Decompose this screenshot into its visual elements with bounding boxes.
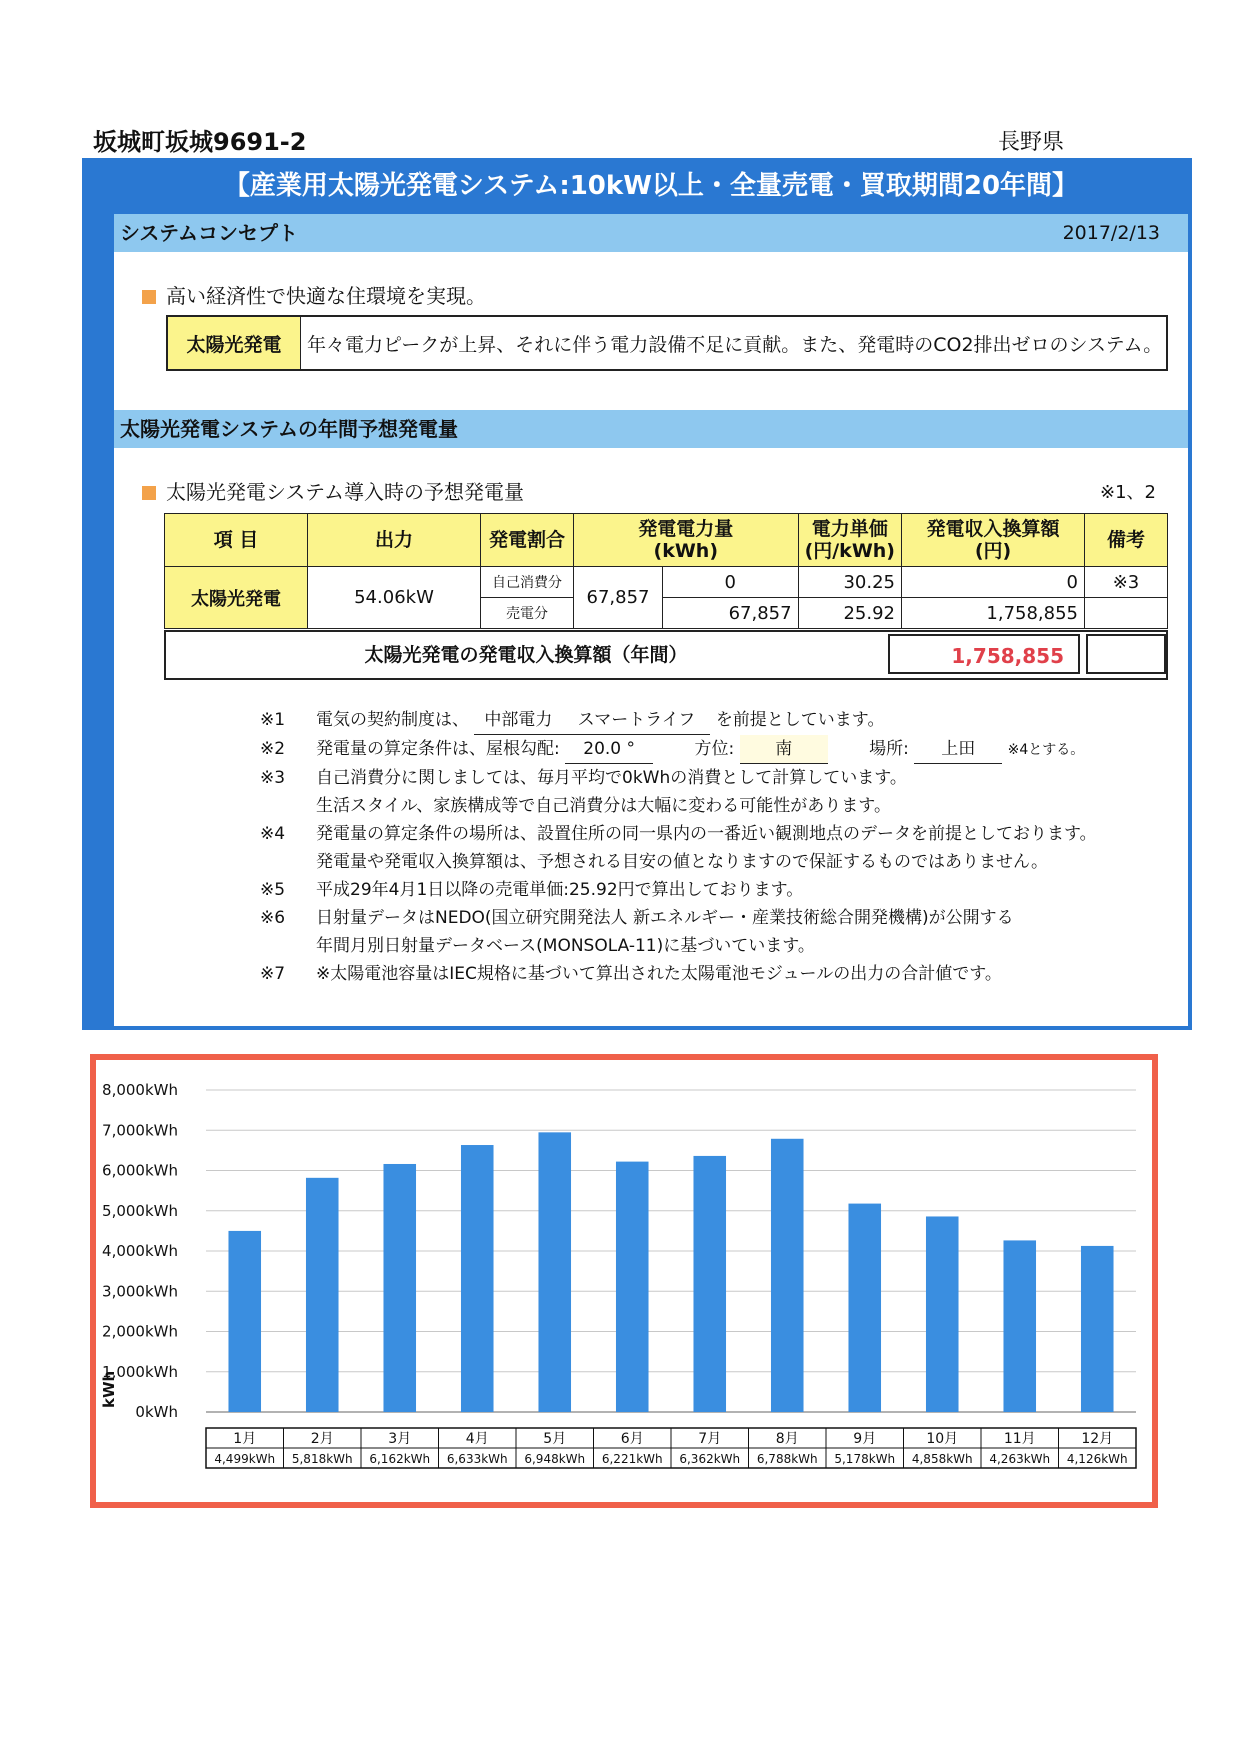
- y-tick-label: 6,000kWh: [102, 1161, 178, 1180]
- report-banner: 【産業用太陽光発電システム:10kW以上・全量売電・買取期間20年間】: [114, 158, 1188, 214]
- y-tick-label: 2,000kWh: [102, 1322, 178, 1341]
- note-plan: スマートライフ: [562, 706, 710, 735]
- x-tick-label: 8月: [775, 1431, 799, 1447]
- x-tick-label: 1月: [233, 1431, 257, 1447]
- data-label: 4,858kWh: [911, 1452, 973, 1466]
- y-tick-label: 0kWh: [135, 1403, 178, 1421]
- section-annual: [114, 410, 1188, 448]
- bar-10: [926, 1216, 959, 1412]
- address: 坂城町坂城9691-2: [93, 128, 307, 156]
- prefecture: 長野県: [998, 130, 1065, 155]
- total-income-label: 太陽光発電の発電収入換算額（年間）: [364, 644, 688, 666]
- data-label: 6,948kWh: [524, 1452, 586, 1466]
- data-label: 6,162kWh: [369, 1452, 431, 1466]
- annual-bullet-text: 太陽光発電システム導入時の予想発電量: [166, 480, 524, 504]
- data-label: 6,362kWh: [679, 1452, 741, 1466]
- bar-7: [693, 1156, 726, 1412]
- header-kwh: 発電電力量 (kWh): [574, 514, 799, 567]
- y-tick-label: 4,000kWh: [102, 1242, 178, 1260]
- total-income-box: [164, 630, 1168, 680]
- x-tick-label: 5月: [543, 1431, 567, 1447]
- concept-bullet: [142, 280, 486, 309]
- note-5: ※5 平成29年4月1日以降の売電単価:25.92円で算出しております。: [260, 880, 804, 900]
- total-kwh: 67,857: [574, 567, 663, 629]
- self-price: 30.25: [798, 567, 901, 598]
- bar-6: [616, 1162, 649, 1412]
- report-body: [114, 158, 1188, 1026]
- y-axis-label: kWh: [100, 1370, 118, 1408]
- data-label: 4,499kWh: [214, 1452, 276, 1466]
- y-tick-label: 5,000kWh: [102, 1201, 178, 1220]
- sell-remark: [1085, 598, 1168, 629]
- header-item: 項 目: [165, 514, 308, 567]
- header-ratio: 発電割合: [481, 514, 574, 567]
- y-tick-label: 7,000kWh: [102, 1121, 178, 1140]
- sell-income: 1,758,855: [902, 598, 1085, 629]
- note-2: ※2 発電量の算定条件は、屋根勾配: 20.0 ° 方位: 南 場所: 上田 ※4とする。: [260, 735, 1190, 764]
- note-3: ※3 自己消費分に関しましては、毎月平均で0kWhの消費として計算しています。 生活スタイル、家族構成等で自己消費分は大幅に変わる可能性があります。: [260, 768, 907, 816]
- section-concept: [114, 214, 1188, 252]
- row-label: 太陽光発電: [165, 567, 308, 629]
- section-concept-title: システムコンセプト: [120, 221, 298, 245]
- x-tick-label: 4月: [465, 1431, 489, 1447]
- bar-11: [1003, 1240, 1036, 1412]
- concept-label: 太陽光発電: [167, 316, 301, 370]
- sell-label: 売電分: [481, 598, 574, 629]
- note-6: ※6 日射量データはNEDO(国立研究開発法人 新エネルギー・産業技術総合開発機構)が公開する 年間月別日射量データベース(MONSOLA-11)に基づいています。: [260, 908, 1014, 956]
- header-price: 電力単価 (円/kWh): [798, 514, 901, 567]
- x-tick-label: 6月: [620, 1431, 644, 1447]
- x-tick-label: 9月: [853, 1431, 877, 1447]
- report-date: 2017/2/13: [1062, 222, 1160, 244]
- note-7: ※7 ※太陽電池容量はIEC規格に基づいて算出された太陽電池モジュールの出力の合計値です。: [260, 964, 1002, 984]
- note-slope: 20.0 °: [565, 735, 653, 764]
- notes: [260, 706, 1190, 988]
- report-frame: [82, 158, 1192, 1030]
- x-tick-label: 7月: [698, 1431, 722, 1447]
- header-output: 出力: [308, 514, 481, 567]
- monthly-chart-svg: [96, 1060, 1152, 1502]
- bar-9: [848, 1204, 881, 1412]
- note-4: ※4 発電量の算定条件の場所は、設置住所の同一県内の一番近い観測地点のデータを前提としております。 発電量や発電収入換算額は、予想される目安の値となりますので保証するものではありません。: [260, 824, 1097, 872]
- x-tick-label: 3月: [388, 1431, 412, 1447]
- data-label: 5,818kWh: [291, 1452, 353, 1466]
- data-label: 6,633kWh: [446, 1452, 508, 1466]
- generation-table-header: [165, 514, 1168, 567]
- x-tick-label: 2月: [310, 1431, 334, 1447]
- bar-4: [461, 1145, 494, 1412]
- bar-8: [771, 1139, 804, 1412]
- y-tick-label: 8,000kWh: [102, 1081, 178, 1099]
- self-label: 自己消費分: [481, 567, 574, 598]
- sell-kwh: 67,857: [663, 598, 799, 629]
- data-label: 6,221kWh: [601, 1452, 663, 1466]
- concept-text: 年々電力ピークが上昇、それに伴う電力設備不足に貢献。また、発電時のCO2排出ゼロのシステム。: [301, 316, 1168, 370]
- note-company: 中部電力: [474, 706, 562, 735]
- square-bullet-icon: [142, 486, 156, 500]
- total-income-remark: [1086, 634, 1166, 674]
- self-kwh: 0: [663, 567, 799, 598]
- bar-1: [228, 1231, 261, 1412]
- note-1: ※1 電気の契約制度は、 中部電力 スマートライフ を前提としています。: [260, 706, 1190, 735]
- table-row: [165, 567, 1168, 598]
- header-income: 発電収入換算額 (円): [902, 514, 1085, 567]
- data-label: 4,126kWh: [1066, 1452, 1128, 1466]
- bar-3: [383, 1164, 416, 1412]
- note-place: 上田: [914, 735, 1002, 764]
- x-tick-label: 10月: [926, 1431, 959, 1447]
- monthly-chart: [90, 1054, 1158, 1508]
- self-remark: ※3: [1085, 567, 1168, 598]
- concept-table: [166, 315, 1168, 371]
- generation-table: [164, 513, 1168, 629]
- header-remarks: 備考: [1085, 514, 1168, 567]
- bar-5: [538, 1132, 571, 1412]
- data-label: 6,788kWh: [756, 1452, 818, 1466]
- row-output: 54.06kW: [308, 567, 481, 629]
- total-income-value: 1,758,855: [888, 634, 1080, 674]
- annual-bullet: [142, 476, 524, 505]
- sell-price: 25.92: [798, 598, 901, 629]
- section-annual-title: 太陽光発電システムの年間予想発電量: [120, 417, 458, 441]
- bar-12: [1081, 1246, 1114, 1412]
- data-label: 4,263kWh: [989, 1452, 1051, 1466]
- concept-bullet-text: 高い経済性で快適な住環境を実現。: [166, 284, 486, 308]
- square-bullet-icon: [142, 290, 156, 304]
- annual-ref: ※1、2: [1100, 482, 1156, 503]
- note-direction: 南: [740, 735, 828, 764]
- bar-2: [306, 1178, 339, 1412]
- x-tick-label: 11月: [1003, 1431, 1036, 1447]
- data-label: 5,178kWh: [834, 1452, 896, 1466]
- y-tick-label: 3,000kWh: [102, 1282, 178, 1301]
- self-income: 0: [902, 567, 1085, 598]
- x-tick-label: 12月: [1081, 1431, 1114, 1447]
- y-tick-label: 1,000kWh: [102, 1362, 178, 1381]
